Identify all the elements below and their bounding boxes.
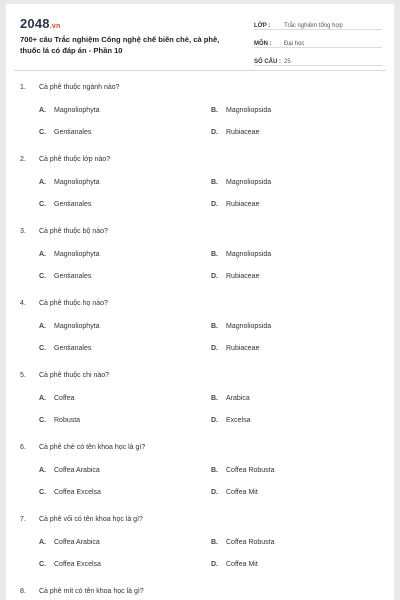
site-logo[interactable] [20,16,60,31]
meta-value-lop: Trắc nghiệm tổng hợp [284,23,343,29]
option-letter: A. [39,179,46,186]
option-letter: C. [39,201,46,208]
answer-option[interactable] [39,561,101,568]
question-line [20,300,108,307]
answer-option[interactable] [211,345,259,352]
option-letter: B. [211,395,218,402]
option-letter: D. [211,129,218,136]
answer-option[interactable] [211,273,259,280]
answer-option[interactable] [211,539,275,546]
option-text: Coffea Arabica [54,539,100,546]
answer-option[interactable] [211,395,250,402]
question-number: 7. [20,516,26,523]
option-letter: B. [211,251,218,258]
option-text: Coffea [54,395,75,402]
option-text: Coffea Robusta [226,539,275,546]
option-letter: B. [211,539,218,546]
option-letter: D. [211,489,218,496]
document-meta [254,16,382,70]
option-text: Coffea Excelsa [54,561,101,568]
option-text: Magnoliopsida [226,251,272,258]
answer-option[interactable] [39,273,91,280]
option-text: Coffea Excelsa [54,489,101,496]
answer-option[interactable] [211,179,271,186]
question-line [20,516,143,523]
option-letter: C. [39,561,46,568]
question-text: Cà phê mít có tên khoa học là gì? [39,588,144,595]
meta-value-mon: Đại học [284,41,305,47]
question-item [6,288,394,360]
option-letter: C. [39,273,46,280]
meta-label-mon: MÔN : [254,41,272,47]
question-number: 2. [20,156,26,163]
question-item [6,504,394,576]
question-number: 6. [20,444,26,451]
meta-row-lop [254,16,382,30]
question-text: Cà phê thuộc lớp nào? [39,156,111,163]
answer-option[interactable] [211,129,259,136]
question-item [6,576,394,600]
question-line [20,372,109,379]
option-text: Gentianales [54,201,92,208]
answer-option[interactable] [39,345,91,352]
option-letter: D. [211,561,218,568]
meta-label-lop: LỚP : [254,23,271,29]
option-text: Magnoliopsida [226,179,272,186]
question-text: Cà phê thuộc họ nào? [39,300,108,307]
option-text: Gentianales [54,345,92,352]
question-number: 4. [20,300,26,307]
question-line [20,228,108,235]
option-text: Magnoliopsida [226,107,272,114]
answer-option[interactable] [39,323,100,330]
option-letter: C. [39,129,46,136]
option-text: Coffea Arabica [54,467,100,474]
answer-option[interactable] [211,561,258,568]
answer-option[interactable] [39,179,100,186]
option-text: Magnoliophyta [54,323,100,330]
answer-option[interactable] [39,395,75,402]
meta-label-socau: SỐ CÂU : [254,59,281,65]
header-divider [14,70,386,71]
answer-option[interactable] [211,323,271,330]
option-letter: D. [211,273,218,280]
question-text: Cà phê thuộc ngành nào? [39,84,120,91]
option-letter: B. [211,323,218,330]
option-letter: D. [211,417,218,424]
document-page [6,4,394,600]
option-text: Gentianales [54,129,92,136]
question-text: Cà phê thuộc bộ nào? [39,228,108,235]
option-letter: D. [211,201,218,208]
answer-option[interactable] [39,539,100,546]
question-line [20,84,120,91]
meta-row-socau [254,52,382,66]
option-text: Magnoliophyta [54,251,100,258]
option-letter: A. [39,395,46,402]
question-line [20,444,145,451]
option-text: Coffea Robusta [226,467,275,474]
option-text: Rubiaceae [226,201,260,208]
question-number: 1. [20,84,26,91]
option-text: Rubiaceae [226,345,260,352]
option-text: Coffea Mit [226,561,258,568]
answer-option[interactable] [211,489,258,496]
option-text: Rubiaceae [226,273,260,280]
document-header [6,4,394,72]
meta-value-socau: 25 [284,59,291,65]
answer-option[interactable] [211,467,275,474]
option-letter: A. [39,251,46,258]
answer-option[interactable] [39,417,80,424]
answer-option[interactable] [39,107,100,114]
option-text: Coffea Mit [226,489,258,496]
option-letter: C. [39,489,46,496]
option-letter: C. [39,417,46,424]
option-letter: A. [39,323,46,330]
question-line [20,588,144,595]
option-text: Gentianales [54,273,92,280]
question-item [6,360,394,432]
question-text: Cà phê vối có tên khoa học là gì? [39,516,143,523]
option-text: Rubiaceae [226,129,260,136]
question-number: 8. [20,588,26,595]
question-number: 3. [20,228,26,235]
question-item [6,432,394,504]
option-text: Arabica [226,395,250,402]
answer-option[interactable] [211,417,251,424]
option-letter: A. [39,467,46,474]
option-letter: B. [211,467,218,474]
option-text: Magnoliophyta [54,107,100,114]
option-letter: A. [39,107,46,114]
logo-text: 2048 [20,16,50,31]
question-item [6,72,394,144]
answer-option[interactable] [211,201,259,208]
question-line [20,156,110,163]
option-letter: C. [39,345,46,352]
answer-option[interactable] [39,489,101,496]
logo-domain: .vn [49,23,61,30]
option-text: Magnoliopsida [226,323,272,330]
option-text: Magnoliophyta [54,179,100,186]
answer-option[interactable] [39,467,100,474]
answer-option[interactable] [39,201,91,208]
question-item [6,144,394,216]
option-letter: B. [211,107,218,114]
option-letter: A. [39,539,46,546]
answer-option[interactable] [39,251,100,258]
question-list [6,72,394,600]
meta-row-mon [254,34,382,48]
answer-option[interactable] [211,251,271,258]
option-letter: B. [211,179,218,186]
question-item [6,216,394,288]
document-title: 700+ câu Trắc nghiệm Công nghệ chế biến chè, cà phê, thuốc lá có đáp án - Phần 10 [20,35,220,55]
option-text: Excelsa [226,417,251,424]
option-letter: D. [211,345,218,352]
answer-option[interactable] [39,129,91,136]
question-text: Cà phê thuộc chi nào? [39,372,110,379]
answer-option[interactable] [211,107,271,114]
question-text: Cà phê chè có tên khoa học là gì? [39,444,146,451]
option-text: Robusta [54,417,81,424]
question-number: 5. [20,372,26,379]
